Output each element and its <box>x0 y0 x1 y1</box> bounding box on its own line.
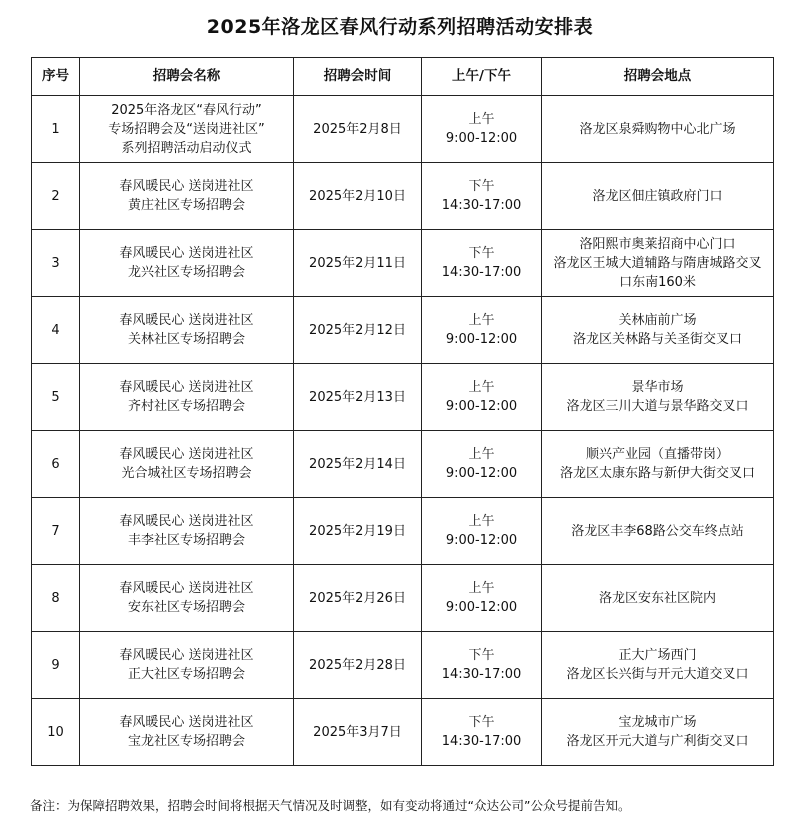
cell-name-line: 光合城社区专场招聘会 <box>121 466 252 481</box>
cell-name-line: 春风暖民心 送岗进社区 <box>119 246 254 261</box>
cell-name-line: 齐村社区专场招聘会 <box>127 399 245 414</box>
cell-period <box>422 230 542 297</box>
cell-date: 2025年2月14日 <box>294 431 422 498</box>
cell-period <box>422 297 542 364</box>
cell-period <box>422 699 542 766</box>
cell-date: 2025年2月28日 <box>294 632 422 699</box>
cell-date: 2025年2月12日 <box>294 297 422 364</box>
cell-period-line: 9:00-12:00 <box>445 332 518 347</box>
cell-period <box>422 431 542 498</box>
table-row <box>32 364 774 431</box>
cell-period-line: 下午 <box>468 715 495 730</box>
cell-period-line: 下午 <box>468 648 495 663</box>
cell-no: 9 <box>32 632 80 699</box>
cell-location-line: 洛龙区佃庄镇政府门口 <box>592 188 723 204</box>
cell-name-line: 龙兴社区专场招聘会 <box>127 265 245 280</box>
cell-period-line: 9:00-12:00 <box>445 131 518 146</box>
cell-date: 2025年3月7日 <box>294 699 422 766</box>
cell-no: 7 <box>32 498 80 565</box>
schedule-table <box>31 57 774 766</box>
cell-location <box>542 699 774 766</box>
header-location: 招聘会地点 <box>542 58 774 96</box>
cell-name-line: 春风暖民心 送岗进社区 <box>119 447 254 462</box>
cell-location <box>542 163 774 230</box>
cell-date: 2025年2月19日 <box>294 498 422 565</box>
cell-location <box>542 498 774 565</box>
cell-no: 5 <box>32 364 80 431</box>
document-title: 2025年洛龙区春风行动系列招聘活动安排表 <box>206 16 594 38</box>
cell-location <box>542 364 774 431</box>
cell-name <box>80 364 294 431</box>
cell-name-line: 关林社区专场招聘会 <box>127 332 245 347</box>
cell-location <box>542 565 774 632</box>
cell-name-line: 2025年洛龙区“春风行动” <box>111 102 262 118</box>
cell-location <box>542 230 774 297</box>
cell-period-line: 14:30-17:00 <box>441 198 522 213</box>
cell-period <box>422 498 542 565</box>
cell-period-line: 9:00-12:00 <box>445 600 518 615</box>
cell-name-line: 安东社区专场招聘会 <box>127 600 245 615</box>
cell-period <box>422 96 542 163</box>
cell-name <box>80 297 294 364</box>
table-row <box>32 230 774 297</box>
cell-period-line: 下午 <box>468 246 495 261</box>
cell-location-line: 洛龙区开元大道与广利街交叉口 <box>566 734 749 749</box>
cell-name-line: 春风暖民心 送岗进社区 <box>119 313 254 328</box>
cell-no: 1 <box>32 96 80 163</box>
cell-no: 10 <box>32 699 80 766</box>
cell-period-line: 上午 <box>468 581 495 596</box>
cell-no: 3 <box>32 230 80 297</box>
cell-name <box>80 699 294 766</box>
table-row <box>32 632 774 699</box>
cell-date: 2025年2月10日 <box>294 163 422 230</box>
cell-period-line: 9:00-12:00 <box>445 533 518 548</box>
cell-period-line: 上午 <box>468 313 495 328</box>
cell-name-line: 宝龙社区专场招聘会 <box>127 734 245 749</box>
cell-name-line: 正大社区专场招聘会 <box>127 667 245 682</box>
cell-date: 2025年2月11日 <box>294 230 422 297</box>
table-row <box>32 297 774 364</box>
table-row <box>32 163 774 230</box>
cell-period <box>422 632 542 699</box>
cell-name <box>80 431 294 498</box>
cell-name-line: 黄庄社区专场招聘会 <box>127 198 245 213</box>
cell-name <box>80 230 294 297</box>
cell-period-line: 上午 <box>468 112 495 127</box>
cell-name-line: 春风暖民心 送岗进社区 <box>119 380 254 395</box>
cell-location-line: 宝龙城市广场 <box>618 715 697 730</box>
cell-no: 4 <box>32 297 80 364</box>
cell-period-line: 上午 <box>468 447 495 462</box>
cell-period <box>422 565 542 632</box>
cell-location-line: 洛龙区太康东路与新伊大街交叉口 <box>559 466 755 481</box>
cell-location-line: 洛龙区三川大道与景华路交叉口 <box>566 399 749 414</box>
header-period: 上午/下午 <box>422 58 542 96</box>
cell-name <box>80 498 294 565</box>
cell-location <box>542 431 774 498</box>
cell-location-line: 洛龙区关林路与关圣街交叉口 <box>572 332 742 347</box>
cell-name-line: 春风暖民心 送岗进社区 <box>119 514 254 529</box>
cell-location <box>542 96 774 163</box>
cell-location-line: 洛阳熙市奥莱招商中心门口 <box>579 236 736 252</box>
cell-name-line: 春风暖民心 送岗进社区 <box>119 179 254 194</box>
cell-location <box>542 632 774 699</box>
cell-name-line: 专场招聘会及“送岗进社区” <box>108 121 265 137</box>
cell-period <box>422 163 542 230</box>
cell-location-line: 关林庙前广场 <box>618 313 697 328</box>
cell-location-line: 正大广场西门 <box>618 648 697 663</box>
cell-period-line: 14:30-17:00 <box>441 734 522 749</box>
cell-name-line: 丰李社区专场招聘会 <box>127 533 245 548</box>
cell-location-line: 顺兴产业园（直播带岗） <box>585 447 729 462</box>
cell-period-line: 下午 <box>468 179 495 194</box>
cell-location-line: 口东南160米 <box>619 274 696 290</box>
cell-no: 2 <box>32 163 80 230</box>
cell-name-line: 春风暖民心 送岗进社区 <box>119 648 254 663</box>
cell-period-line: 14:30-17:00 <box>441 667 522 682</box>
cell-no: 8 <box>32 565 80 632</box>
footnote: 备注：为保障招聘效果，招聘会时间将根据天气情况及时调整，如有变动将通过“众达公司”公众号提前告知。 <box>30 798 631 813</box>
cell-name <box>80 96 294 163</box>
table-row <box>32 498 774 565</box>
cell-period-line: 上午 <box>468 380 495 395</box>
cell-name-line: 系列招聘活动启动仪式 <box>121 140 252 156</box>
cell-name-line: 春风暖民心 送岗进社区 <box>119 715 254 730</box>
cell-period-line: 14:30-17:00 <box>441 265 522 280</box>
cell-name <box>80 565 294 632</box>
cell-date: 2025年2月8日 <box>294 96 422 163</box>
cell-no: 6 <box>32 431 80 498</box>
table-row <box>32 96 774 163</box>
cell-period <box>422 364 542 431</box>
schedule-body <box>32 96 774 766</box>
table-row <box>32 565 774 632</box>
header-name: 招聘会名称 <box>80 58 294 96</box>
cell-name <box>80 632 294 699</box>
cell-period-line: 上午 <box>468 514 495 529</box>
header-no: 序号 <box>32 58 80 96</box>
cell-name <box>80 163 294 230</box>
cell-location-line: 洛龙区长兴街与开元大道交叉口 <box>566 667 749 682</box>
cell-date: 2025年2月26日 <box>294 565 422 632</box>
table-row <box>32 431 774 498</box>
cell-location-line: 景华市场 <box>631 380 684 395</box>
cell-location-line: 洛龙区王城大道辅路与隋唐城路交叉 <box>553 255 762 271</box>
cell-location-line: 洛龙区安东社区院内 <box>598 590 716 606</box>
cell-location <box>542 297 774 364</box>
cell-date: 2025年2月13日 <box>294 364 422 431</box>
cell-location-line: 洛龙区泉舜购物中心北广场 <box>579 121 736 137</box>
cell-period-line: 9:00-12:00 <box>445 399 518 414</box>
cell-name-line: 春风暖民心 送岗进社区 <box>119 581 254 596</box>
table-row <box>32 699 774 766</box>
table-header-row <box>32 58 774 96</box>
header-date: 招聘会时间 <box>294 58 422 96</box>
cell-period-line: 9:00-12:00 <box>445 466 518 481</box>
cell-location-line: 洛龙区丰李68路公交车终点站 <box>571 523 744 539</box>
